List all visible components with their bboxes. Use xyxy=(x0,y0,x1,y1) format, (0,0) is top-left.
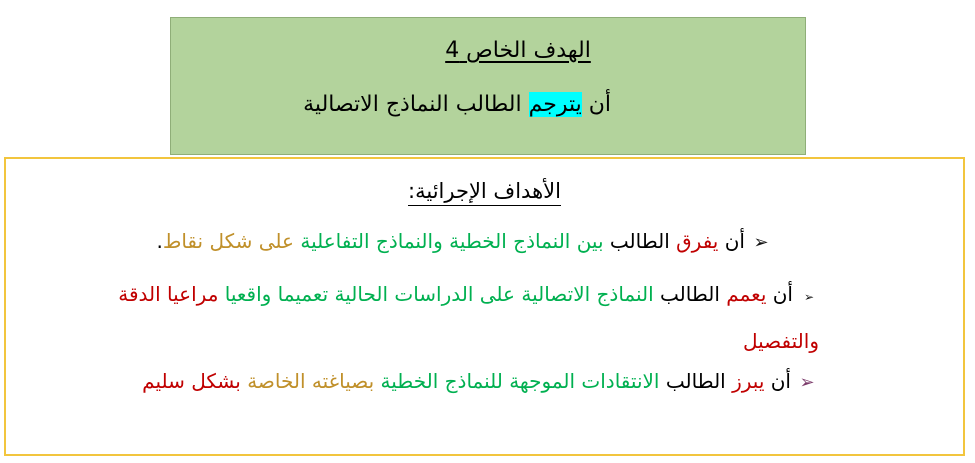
arrow-bullet-icon: ➢ xyxy=(753,232,769,253)
procedural-objectives-title: الأهداف الإجرائية: xyxy=(6,179,963,203)
specific-objective-box xyxy=(170,17,806,155)
objective-text: الطالب xyxy=(603,229,677,253)
specific-objective-title: الهدف الخاص 4 xyxy=(445,38,591,63)
objective-content: بين النماذج الخطية والنماذج التفاعلية xyxy=(300,229,604,253)
objective-text: الطالب xyxy=(659,369,733,393)
objective-content: الانتقادات الموجهة للنماذج الخطية xyxy=(380,369,660,393)
procedural-objectives-box xyxy=(4,157,965,456)
objective-condition: على شكل نقاط xyxy=(162,229,301,253)
objective-item-1 xyxy=(156,219,771,265)
specific-objective-rest: الطالب النماذج الاتصالية xyxy=(303,92,529,117)
objective-criterion: مراعيا الدقة والتفصيل xyxy=(118,282,819,353)
specific-objective-text xyxy=(303,92,611,117)
objective-text: أن xyxy=(766,282,793,306)
objective-condition: بصياغته الخاصة xyxy=(247,369,381,393)
objective-criterion: بشكل سليم xyxy=(142,369,248,393)
specific-objective-prefix: أن xyxy=(581,92,611,117)
objective-text: الطالب xyxy=(653,282,727,306)
objective-text: أن xyxy=(764,369,791,393)
highlighted-verb: يترجم xyxy=(528,92,582,117)
objective-item-2 xyxy=(39,272,819,363)
arrow-bullet-icon: ➢ xyxy=(799,372,815,393)
objective-text: . xyxy=(156,229,163,253)
arrow-bullet-icon: ➢ xyxy=(803,290,815,304)
objective-verb: يعمم xyxy=(726,282,767,306)
objective-content: النماذج الاتصالية على الدراسات الحالية تعميما واقعيا xyxy=(224,282,654,306)
objective-verb: يفرق xyxy=(676,229,719,253)
objective-verb: يبرز xyxy=(732,369,765,393)
objective-item-3 xyxy=(142,359,817,405)
objective-text: أن xyxy=(718,229,745,253)
